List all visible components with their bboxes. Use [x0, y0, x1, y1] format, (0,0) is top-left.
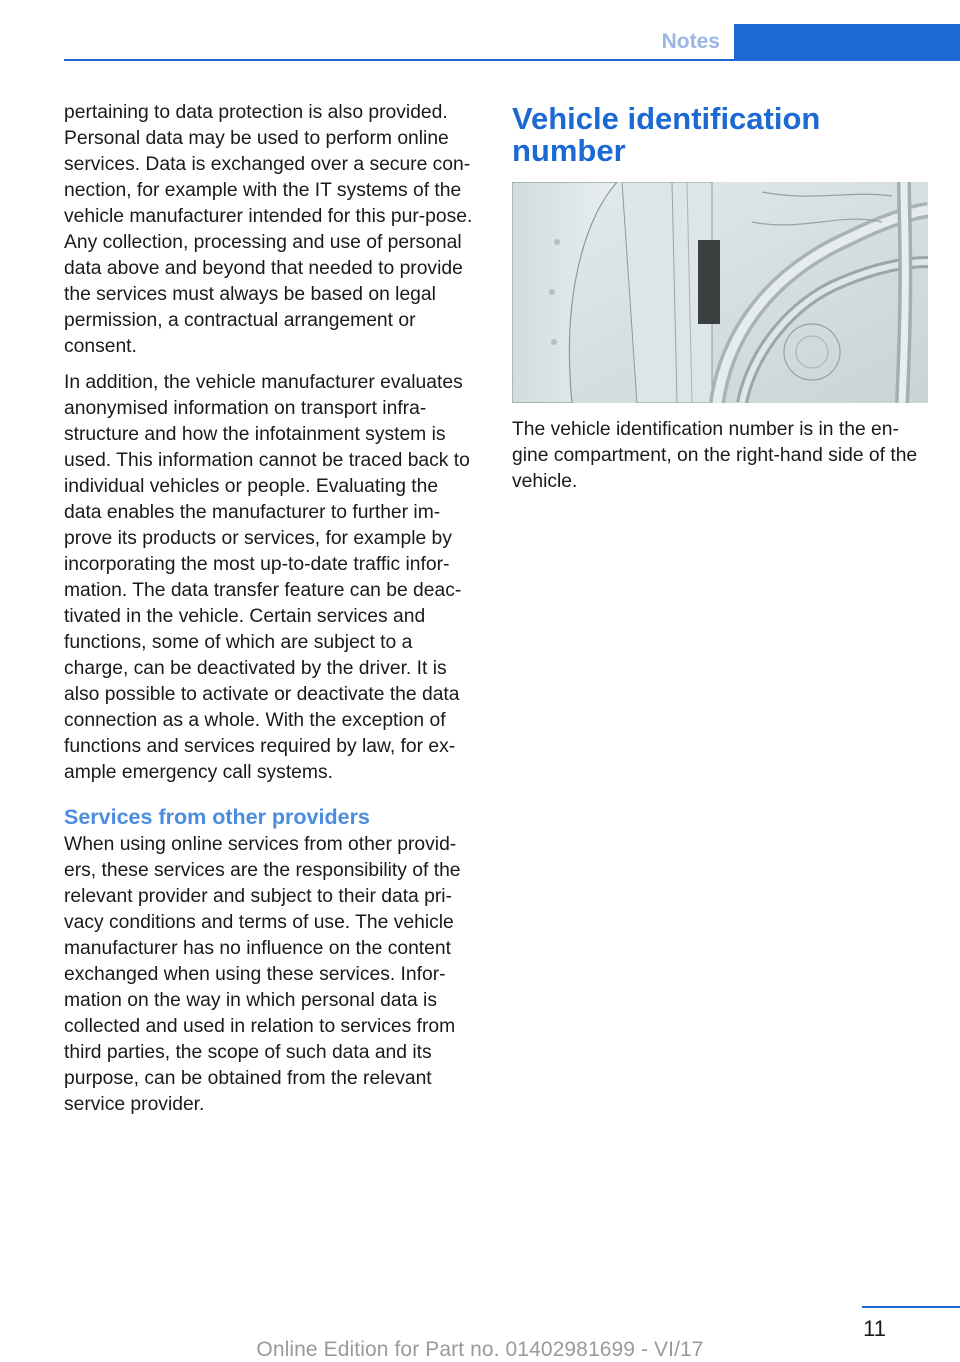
header-accent-block [734, 24, 960, 61]
right-column [512, 100, 930, 505]
edition-footer: Online Edition for Part no. 01402981699 - VI/17 [256, 1338, 704, 1361]
left-column [64, 100, 479, 1128]
paragraph-data-protection: pertaining to data protection is also provided. Personal data may be used to perform online services. Data is exchanged over a secure con‐nection, for example with the IT systems of the vehicle manufacturer intended for this pur‐pose. Any collection, processing and use of personal data above and beyond that needed to provide the services must always be based on legal permission, a contractual arrangement or consent. [64, 102, 473, 357]
engine-compartment-vin-icon [512, 182, 928, 403]
section-title: Notes [661, 30, 720, 53]
footer-rule [862, 1306, 960, 1308]
vin-plate [698, 240, 720, 324]
heading-vehicle-identification-number: Vehicle identification number [512, 101, 821, 168]
heading-other-providers: Services from other providers [64, 805, 370, 829]
paragraph-anonymised-info: In addition, the vehicle manufacturer evaluates anonymised information on transport infra‐structure and how the infotainment system is used. This information cannot be traced back to individual vehicles or people. Evaluating the data enables the manufacturer to further im‐prove its products or services, for example by incorporating the most up-to-date traffic infor‐mation. The data transfer feature can be deac‐tivated in the vehicle. Certain services and functions, some of which are subject to a charge, can be deactivated by the driver. It is also possible to activate or deactivate the data connection as a whole. With the exception of functions and services required by law, for ex‐ample emergency call systems. [64, 372, 470, 783]
paragraph-vin-location: The vehicle identification number is in the en‐gine compartment, on the right-hand side of the vehicle. [512, 419, 918, 492]
page-header [0, 0, 960, 64]
header-rule [64, 59, 734, 61]
paragraph-other-providers: When using online services from other provid‐ers, these services are the responsibility of the relevant provider and subject to their data pri‐vacy conditions and terms of use. The vehicle manufacturer has no influence on the content exchanged when using these services. Infor‐mation on the way in which personal data is collected and used in relation to services from third parties, the scope of such data and its purpose, can be obtained from the relevant service provider. [64, 834, 461, 1115]
page-number: 11 [863, 1316, 886, 1341]
